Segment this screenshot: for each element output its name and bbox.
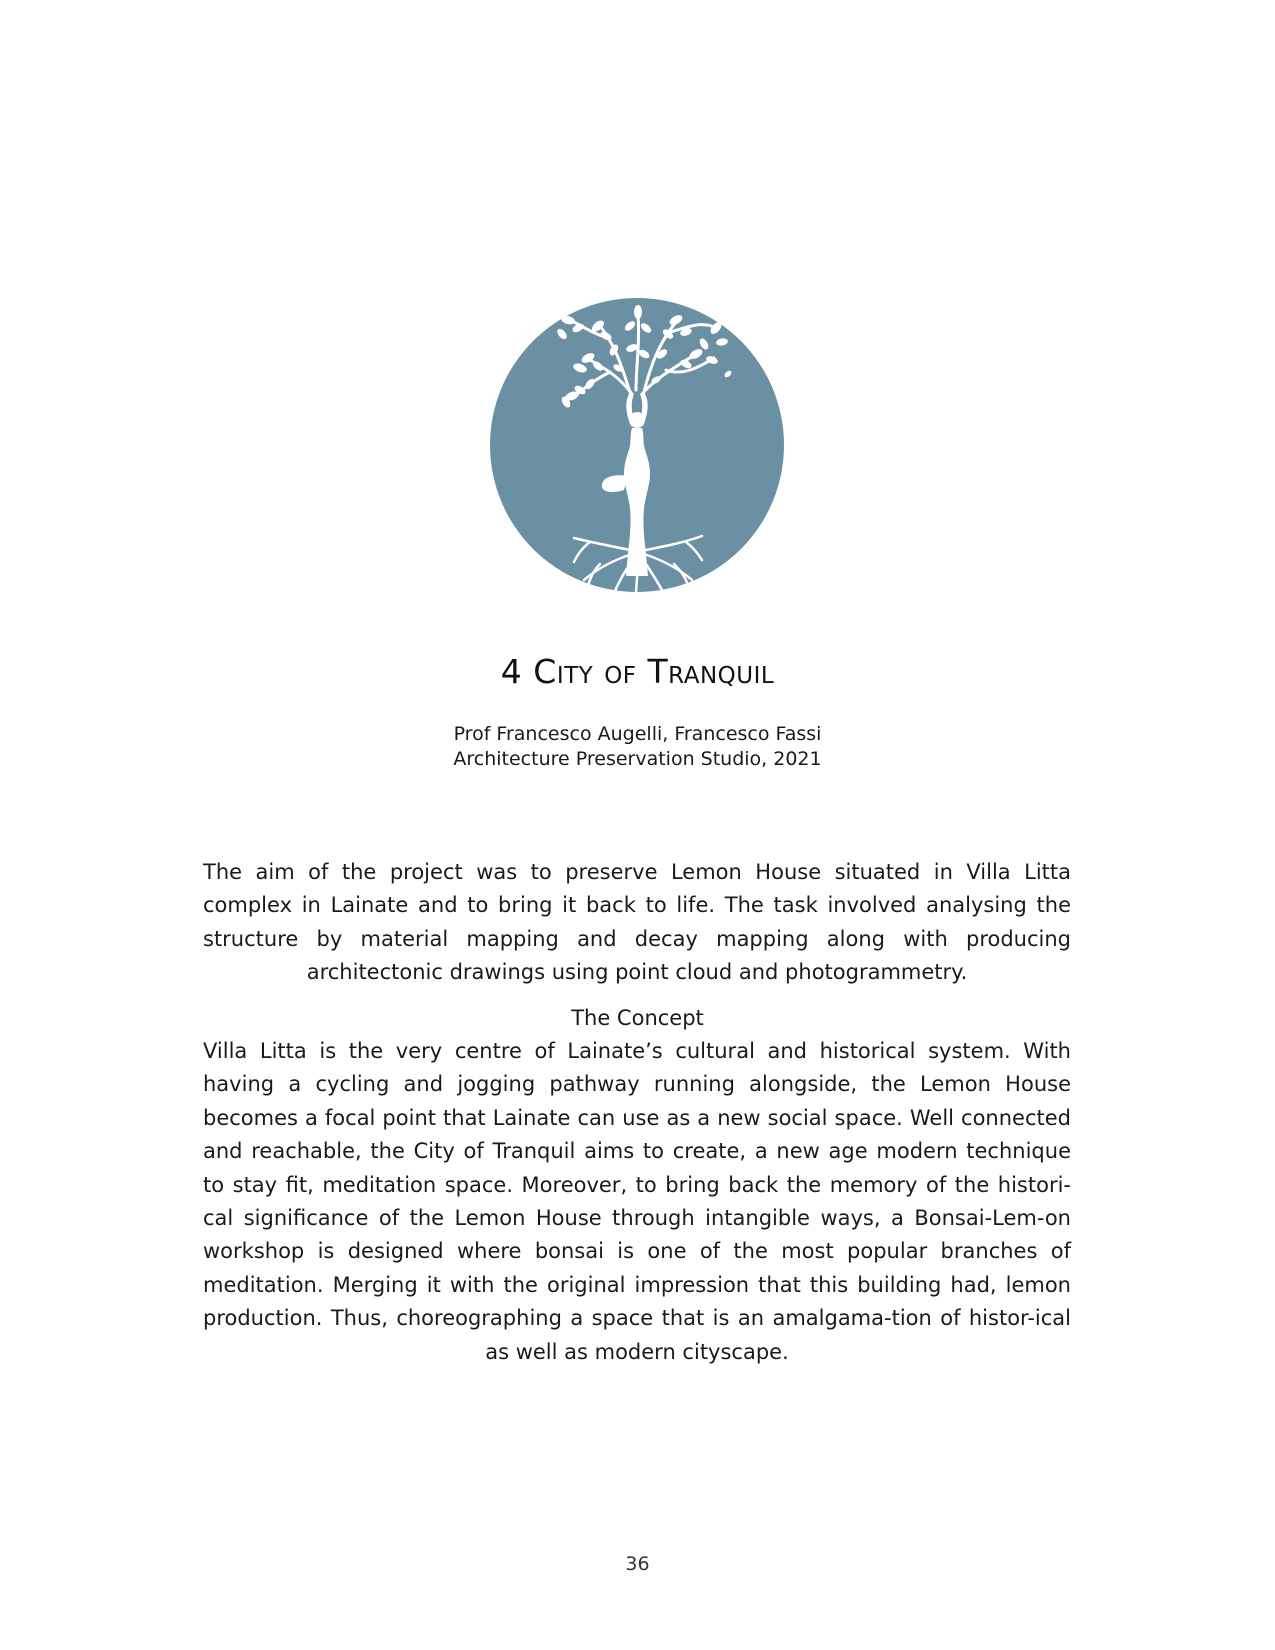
credits-authors: Prof Francesco Augelli, Francesco Fassi — [453, 723, 822, 745]
credits — [0, 722, 1275, 772]
concept-heading: The Concept — [571, 1006, 704, 1030]
chapter-title: 4 City of Tranquil — [500, 652, 775, 691]
tree-yoga-pose-icon — [490, 298, 784, 592]
emblem — [490, 298, 784, 592]
page-number: 36 — [625, 1553, 650, 1575]
credits-studio: Architecture Preservation Studio, 2021 — [453, 748, 822, 770]
concept-paragraph: Villa Litta is the very centre of Lainate’s cultural and historical system. With having a cycling and jogging pathway running alongside, the Lemon House becomes a focal point that Lainate can use as a new social space. Well connected and reachable, the City of Tranquil aims to create, a new age modern technique to stay fit, meditation space. Moreover, to bring back the memory of the histori-cal significance of the Lemon House through intangible ways, a Bonsai-Lem-on workshop is designed where bonsai is one of the most popular branches of meditation. Merging it with the original impression that this building had, lemon production. Thus, choreographing a space that is an amalgama-tion of histor-ical as well as modern cityscape. — [203, 1039, 1071, 1364]
intro-paragraph: The aim of the project was to preserve Lemon House situated in Villa Litta complex in Lainate and to bring it back to life. The task involved analysing the structure by material mapping and decay mapping along with producing architectonic drawings using point cloud and photogrammetry. — [203, 860, 1071, 985]
